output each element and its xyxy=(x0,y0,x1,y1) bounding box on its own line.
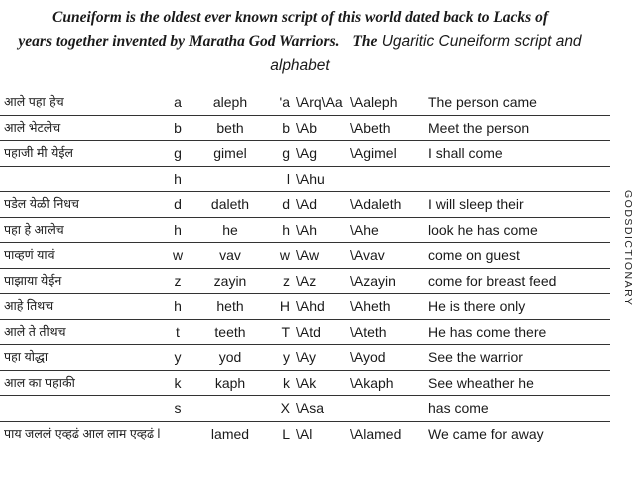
code-name: \Akaph xyxy=(350,374,394,391)
marathi-phrase: पहाजी मी येईल xyxy=(4,146,74,160)
code: \Ak xyxy=(296,374,317,391)
english-meaning: come on guest xyxy=(428,247,520,263)
header-line-1: Cuneiform is the oldest ever known script of this world dated back to Lacks of xyxy=(51,9,548,26)
letter: k xyxy=(174,374,182,391)
code: \Ag xyxy=(296,145,318,161)
code: \Ahd xyxy=(296,298,325,314)
code-name: \Ayod xyxy=(350,349,386,365)
code-name: \Ateth xyxy=(350,323,387,340)
letter: d xyxy=(174,196,182,212)
latin-letter: w xyxy=(279,247,290,263)
english-meaning: See wheather he xyxy=(428,374,534,391)
header-line-2-bold: years together invented by Maratha God Warriors. xyxy=(18,33,340,50)
english-meaning: See the warrior xyxy=(428,349,523,365)
letter-name: lamed xyxy=(210,425,250,442)
latin-letter: 'a xyxy=(279,94,290,110)
english-meaning: look he has come xyxy=(428,221,538,238)
letter-name: vav xyxy=(219,247,241,263)
letter: y xyxy=(174,349,182,365)
marathi-phrase: पाझाया येईन xyxy=(4,273,62,288)
english-meaning: We came for away xyxy=(428,425,544,442)
letter-name: aleph xyxy=(212,94,248,110)
table-row xyxy=(0,371,610,397)
latin-letter: H xyxy=(279,298,290,314)
english-meaning: I shall come xyxy=(428,145,503,161)
code-name: \Ahe xyxy=(350,221,379,238)
letter: b xyxy=(174,119,182,136)
marathi-phrase: आहे तिथच xyxy=(4,299,54,313)
table-row xyxy=(0,167,610,193)
english-meaning: The person came xyxy=(428,94,537,110)
english-meaning: has come xyxy=(428,400,489,416)
table-row xyxy=(0,192,610,218)
table-row xyxy=(0,90,610,116)
english-meaning: Meet the person xyxy=(428,119,530,136)
letter-name: teeth xyxy=(214,323,246,340)
latin-letter: k xyxy=(283,374,290,391)
table-row xyxy=(0,422,610,447)
code-name: \Aaleph xyxy=(350,94,398,110)
code: \Az xyxy=(296,272,317,289)
english-meaning: He has come there xyxy=(428,323,547,340)
marathi-phrase: पडेल येळी निधच xyxy=(4,197,79,211)
marathi-phrase: पहा योद्धा xyxy=(4,350,49,364)
latin-letter: h xyxy=(282,221,290,238)
code: \Ahu xyxy=(296,170,325,187)
latin-letter: z xyxy=(283,272,290,289)
latin-letter: y xyxy=(283,349,290,365)
code-name: \Azayin xyxy=(350,272,396,289)
table-row xyxy=(0,320,610,346)
letter: h xyxy=(174,170,182,187)
marathi-phrase: आले भेटलेच xyxy=(4,120,61,135)
code: \Ah xyxy=(296,221,318,238)
page-header xyxy=(0,6,600,78)
code: \Aw xyxy=(296,247,320,263)
code: \Ab xyxy=(296,119,318,136)
header-line-3: alphabet xyxy=(270,57,330,74)
letter: a xyxy=(174,94,182,110)
code-name: \Aheth xyxy=(350,298,391,314)
latin-letter: g xyxy=(282,145,290,161)
latin-letter: l xyxy=(286,170,290,187)
marathi-phrase: पहा हे आलेच xyxy=(4,222,64,237)
latin-letter: L xyxy=(282,425,290,442)
marathi-phrase: आल का पहाकी xyxy=(4,375,75,390)
english-meaning: I will sleep their xyxy=(428,196,524,212)
code-name: \Agimel xyxy=(350,145,397,161)
letter-name: beth xyxy=(216,119,244,136)
letter-name: zayin xyxy=(213,272,247,289)
latin-letter: b xyxy=(282,119,290,136)
table-row xyxy=(0,218,610,244)
english-meaning: come for breast feed xyxy=(428,272,557,289)
letter-name: daleth xyxy=(210,196,250,212)
code-name: \Avav xyxy=(350,247,385,263)
latin-letter: T xyxy=(281,323,290,340)
latin-letter: d xyxy=(282,196,290,212)
table-row xyxy=(0,294,610,320)
table-row xyxy=(0,243,610,269)
header-line-2-bold2: The xyxy=(352,33,378,50)
code-name: \Adaleth xyxy=(350,196,402,212)
table-row xyxy=(0,141,610,167)
letter: w xyxy=(172,247,184,263)
english-meaning: He is there only xyxy=(428,298,526,314)
letter-name: yod xyxy=(218,349,242,365)
side-watermark-label: GODSDICTIONARY xyxy=(622,190,634,307)
marathi-phrase: आले ते तीथच xyxy=(4,324,66,339)
letter: h xyxy=(174,298,182,314)
letter: g xyxy=(174,145,182,161)
letter: z xyxy=(174,272,182,289)
latin-letter: X xyxy=(280,400,290,416)
code: \Asa xyxy=(296,400,325,416)
code: \Atd xyxy=(296,323,321,340)
code: \Al xyxy=(296,425,313,442)
marathi-phrase: आले पहा हेच xyxy=(4,95,64,109)
code-name: \Abeth xyxy=(350,119,391,136)
letter-name: kaph xyxy=(214,374,246,391)
code-name: \Alamed xyxy=(350,425,402,442)
header-line-2 xyxy=(0,30,600,54)
table-row xyxy=(0,116,610,142)
code: \Arq\Aa xyxy=(296,94,343,110)
code: \Ad xyxy=(296,196,318,212)
table-row xyxy=(0,345,610,371)
alphabet-table xyxy=(0,90,610,446)
table-row xyxy=(0,396,610,422)
table-row xyxy=(0,269,610,295)
letter: s xyxy=(174,400,182,416)
letter: h xyxy=(174,221,182,238)
letter-name: he xyxy=(222,221,238,238)
marathi-phrase: पाय जललं एव्हढं आल लाम एव्हढं l xyxy=(4,426,161,441)
letter-name: heth xyxy=(216,298,244,314)
code: \Ay xyxy=(296,349,316,365)
letter: t xyxy=(176,323,180,340)
letter-name: gimel xyxy=(213,145,247,161)
marathi-phrase: पाव्हणं यावं xyxy=(4,248,55,262)
header-line-2-tail: Ugaritic Cuneiform script and xyxy=(381,33,582,50)
